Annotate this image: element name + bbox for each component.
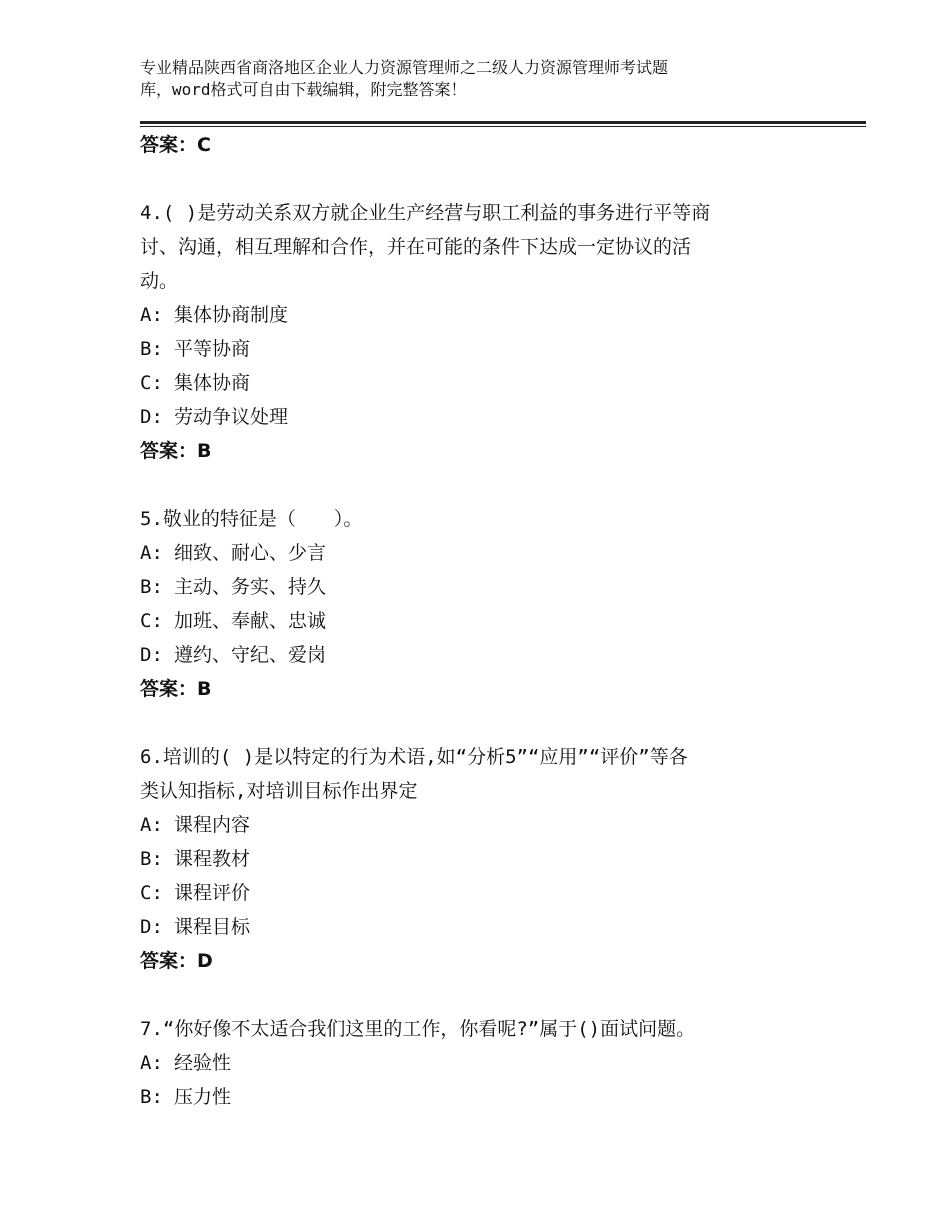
option-text: 劳动争议处理 <box>174 406 289 428</box>
question-stem-line: 7.“你好像不太适合我们这里的工作，你看呢?”属于()面试问题。 <box>140 1018 696 1040</box>
option-text: 课程目标 <box>174 916 251 938</box>
option-item <box>140 366 840 400</box>
option-text: 课程内容 <box>174 814 251 836</box>
option-text: 集体协商 <box>174 372 251 394</box>
question-item <box>140 740 840 978</box>
question-stem-line: 6.培训的( )是以特定的行为术语,如“分析5”“应用”“评价”等各 <box>140 746 688 768</box>
option-label: C: <box>140 882 163 904</box>
option-text: 课程教材 <box>174 848 251 870</box>
option-text: 细致、耐心、少言 <box>174 542 327 564</box>
option-label: A: <box>140 814 163 836</box>
header-title-line-1: 专业精品陕西省商洛地区企业人力资源管理师之二级人力资源管理师考试题 <box>140 58 669 77</box>
option-label: D: <box>140 406 163 428</box>
option-text: 遵约、守纪、爱岗 <box>174 644 327 666</box>
question-answer: 答案：B <box>140 678 212 700</box>
question-stem-line: 讨、沟通，相互理解和合作，并在可能的条件下达成一定协议的活 <box>140 236 692 258</box>
option-label: C: <box>140 610 163 632</box>
option-item <box>140 604 840 638</box>
option-label: A: <box>140 1052 163 1074</box>
option-text: 经验性 <box>174 1052 232 1074</box>
document-header <box>140 57 840 101</box>
option-text: 课程评价 <box>174 882 251 904</box>
option-label: A: <box>140 304 163 326</box>
option-text: 压力性 <box>174 1086 232 1108</box>
option-label: D: <box>140 644 163 666</box>
header-divider-thick <box>140 121 866 124</box>
option-label: B: <box>140 338 163 360</box>
question-item <box>140 1012 840 1114</box>
option-text: 集体协商制度 <box>174 304 289 326</box>
option-item <box>140 536 840 570</box>
option-item <box>140 332 840 366</box>
question-stem-line: 5.敬业的特征是（ ）。 <box>140 508 363 530</box>
option-label: C: <box>140 372 163 394</box>
option-label: A: <box>140 542 163 564</box>
option-label: B: <box>140 1086 163 1108</box>
header-divider-thin <box>140 126 866 127</box>
option-item <box>140 298 840 332</box>
option-item <box>140 808 840 842</box>
question-answer: 答案：D <box>140 950 213 972</box>
question-stem-line: 类认知指标,对培训目标作出界定 <box>140 780 418 802</box>
question-item <box>140 502 840 706</box>
option-label: B: <box>140 848 163 870</box>
option-text: 平等协商 <box>174 338 251 360</box>
question-stem-line: 动。 <box>140 270 179 292</box>
question-item <box>140 196 840 468</box>
question-stem-line: 4.( )是劳动关系双方就企业生产经营与职工利益的事务进行平等商 <box>140 202 711 224</box>
option-label: D: <box>140 916 163 938</box>
questions-container <box>140 196 840 1114</box>
option-item <box>140 638 840 672</box>
option-item <box>140 570 840 604</box>
option-item <box>140 910 840 944</box>
header-title-line-2: 库，word格式可自由下载编辑，附完整答案！ <box>140 80 467 99</box>
option-item <box>140 1046 840 1080</box>
previous-answer: 答案：C <box>140 134 211 156</box>
question-answer: 答案：B <box>140 440 212 462</box>
option-text: 主动、务实、持久 <box>174 576 327 598</box>
option-text: 加班、奉献、忠诚 <box>174 610 327 632</box>
option-item <box>140 876 840 910</box>
option-item <box>140 1080 840 1114</box>
question-list <box>140 128 840 1114</box>
option-label: B: <box>140 576 163 598</box>
option-item <box>140 400 840 434</box>
option-item <box>140 842 840 876</box>
